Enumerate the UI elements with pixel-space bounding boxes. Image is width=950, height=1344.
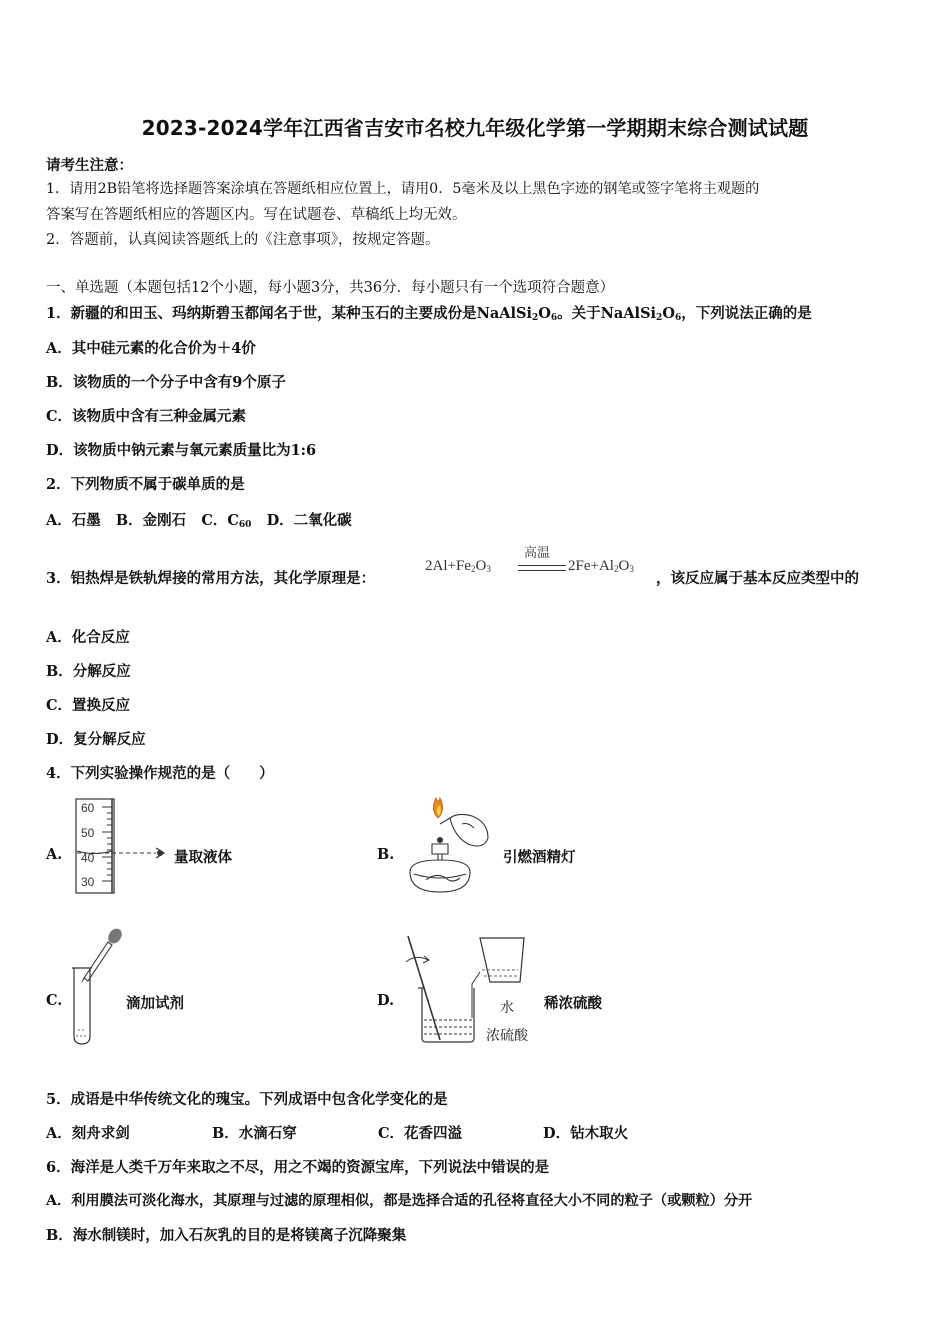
dilute-acid-image [402, 932, 542, 1046]
q3-equation-condition: 高温 [524, 545, 551, 560]
q3-stem-a: 3．铝热焊是铁轨焊接的常用方法，其化学原理是： [46, 570, 376, 587]
q1-stem: 1．新疆的和田玉、玛纳斯碧玉都闻名于世，某种玉石的主要成份是$NaAlSi_2O_6$。关于$NaAlSi_2O_6$，下列说法正确的是 [46, 305, 812, 323]
q3-option-a: A．化合反应 [46, 629, 130, 646]
acid-label: 浓硫酸 [486, 1028, 528, 1044]
notice-item-1-line-1: 1．请用2B铅笔将选择题答案涂填在答题纸相应位置上，请用0．5毫米及以上黑色字迹的钢笔或签字笔将主观题的 [46, 181, 760, 197]
q3-option-c: C．置换反应 [46, 697, 131, 714]
q4-option-c-label: C. [46, 992, 63, 1009]
q2-stem: 2．下列物质不属于碳单质的是 [46, 476, 245, 493]
q1-option-c: C．该物质中含有三种金属元素 [46, 408, 247, 425]
q5-option-d: D．钻木取火 [543, 1125, 629, 1142]
q3-option-d: D．复分解反应 [46, 731, 146, 748]
q4-option-d-label: D. [377, 992, 395, 1009]
graduated-cylinder-image [72, 795, 172, 897]
q5-option-b: B．水滴石穿 [212, 1125, 297, 1142]
q3-equation-right: $2Fe+Al_2O_3$ [568, 558, 634, 574]
q6-option-a: A．利用膜法可淡化海水，其原理与过滤的原理相似，都是选择合适的孔径将直径大小不同的粒子（或颗粒）分开 [46, 1193, 753, 1209]
notice-item-2: 2．答题前，认真阅读答题纸上的《注意事项》，按规定答题。 [46, 232, 440, 248]
q2-option-d: D．二氧化碳 [266, 512, 352, 529]
notice-item-1-line-2: 答案写在答题纸相应的答题区内。写在试题卷、草稿纸上均无效。 [46, 207, 467, 223]
q5-option-a: A．刻舟求剑 [46, 1125, 130, 1142]
section-heading: 一、单选题（本题包括12个小题，每小题3分，共36分．每小题只有一个选项符合题意） [46, 280, 615, 296]
q3-option-b: B．分解反应 [46, 663, 131, 680]
scale-50: 50 [81, 826, 95, 840]
q3-equation-left: $2Al+Fe_2O_3$ [425, 558, 491, 574]
q4-option-a-text: 量取液体 [174, 849, 232, 866]
q5-stem: 5．成语是中华传统文化的瑰宝。下列成语中包含化学变化的是 [46, 1091, 448, 1108]
q3-stem-b: ，该反应属于基本反应类型中的 [656, 570, 859, 587]
scale-40: 40 [81, 851, 95, 865]
q2-option-b: B．金刚石 [115, 512, 187, 529]
page-title: 2023-2024学年江西省吉安市名校九年级化学第一学期期末综合测试试题 [141, 116, 809, 140]
q6-stem: 6．海洋是人类千万年来取之不尽，用之不竭的资源宝库，下列说法中错误的是 [46, 1159, 550, 1176]
q4-option-a-label: A. [46, 846, 63, 863]
scale-30: 30 [81, 875, 95, 889]
alcohol-lamp-image [402, 792, 502, 898]
q4-option-b-text: 引燃酒精灯 [503, 849, 576, 866]
q4-option-b-label: B. [377, 846, 395, 863]
q2-option-a: A．石墨 [46, 512, 101, 529]
q1-option-b: B．该物质的一个分子中含有9个原子 [46, 374, 286, 391]
q6-option-b: B．海水制镁时，加入石灰乳的目的是将镁离子沉降聚集 [46, 1227, 407, 1244]
water-label: 水 [500, 1000, 514, 1016]
q4-option-c-text: 滴加试剂 [126, 995, 184, 1012]
q4-option-d-text: 稀浓硫酸 [544, 995, 602, 1012]
q5-option-c: C．花香四溢 [378, 1125, 463, 1142]
q1-option-a: A．其中硅元素的化合价为＋4价 [46, 340, 256, 357]
q2-option-c: C．$C_{60}$ [201, 512, 252, 530]
q3-equals-sign [518, 565, 566, 571]
scale-60: 60 [81, 801, 95, 815]
dropper-test-tube-image [70, 926, 130, 1048]
notice-heading: 请考生注意： [46, 157, 133, 174]
q1-option-d: D．该物质中钠元素与氧元素质量比为1:6 [46, 442, 317, 459]
q4-stem: 4．下列实验操作规范的是（ ） [46, 765, 274, 782]
q2-options [46, 509, 352, 530]
